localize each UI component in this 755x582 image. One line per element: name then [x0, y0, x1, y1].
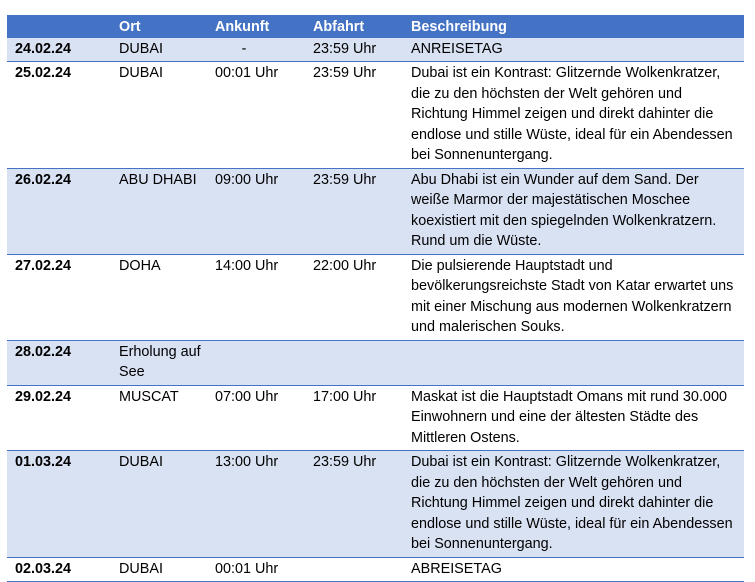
- table-row: [7, 385, 744, 451]
- beschreibung-cell: Maskat ist die Hauptstadt Omans mit rund 30.000 Einwohnern und eine der ältesten Städte des Mittleren Ostens.: [411, 385, 744, 451]
- ort-cell: DOHA: [119, 254, 215, 340]
- beschreibung-cell: [411, 340, 744, 385]
- header-row: [7, 15, 744, 38]
- beschreibung-cell: ABREISETAG: [411, 557, 744, 582]
- ort-cell: MUSCAT: [119, 385, 215, 451]
- beschreibung-cell: Die pulsierende Hauptstadt und bevölkerungsreichste Stadt von Katar erwartet uns mit einer Mischung aus modernen Wolkenkratzern und malerischen Souks.: [411, 254, 744, 340]
- beschreibung-cell: ANREISETAG: [411, 38, 744, 62]
- abfahrt-cell: [313, 557, 411, 582]
- header-date: [7, 15, 119, 38]
- table-row: [7, 62, 744, 169]
- ort-cell: DUBAI: [119, 557, 215, 582]
- ort-cell: DUBAI: [119, 451, 215, 558]
- table-row: [7, 168, 744, 254]
- table-row: [7, 38, 744, 62]
- date-cell: 02.03.24: [7, 557, 119, 582]
- date-cell: 01.03.24: [7, 451, 119, 558]
- abfahrt-cell: [313, 340, 411, 385]
- header-beschreibung: Beschreibung: [411, 15, 744, 38]
- ankunft-cell: 13:00 Uhr: [215, 451, 313, 558]
- ort-cell: DUBAI: [119, 38, 215, 62]
- ankunft-cell: [215, 340, 313, 385]
- date-cell: 25.02.24: [7, 62, 119, 169]
- table-row: [7, 451, 744, 558]
- abfahrt-cell: 23:59 Uhr: [313, 38, 411, 62]
- table-row: [7, 557, 744, 582]
- ort-cell: ABU DHABI: [119, 168, 215, 254]
- date-cell: 28.02.24: [7, 340, 119, 385]
- ankunft-cell: 14:00 Uhr: [215, 254, 313, 340]
- abfahrt-cell: 23:59 Uhr: [313, 451, 411, 558]
- abfahrt-cell: 17:00 Uhr: [313, 385, 411, 451]
- ort-cell: DUBAI: [119, 62, 215, 169]
- ankunft-cell: -: [215, 38, 313, 62]
- abfahrt-cell: 23:59 Uhr: [313, 62, 411, 169]
- itinerary-table: [7, 15, 744, 582]
- ankunft-cell: 07:00 Uhr: [215, 385, 313, 451]
- ankunft-cell: 00:01 Uhr: [215, 557, 313, 582]
- beschreibung-cell: Dubai ist ein Kontrast: Glitzernde Wolkenkratzer, die zu den höchsten der Welt gehören und Richtung Himmel zeigen und direkt dahinter die endlose und stille Wüste, ideal für ein Abendessen bei Sonnenuntergang.: [411, 62, 744, 169]
- header-ort: Ort: [119, 15, 215, 38]
- beschreibung-cell: Abu Dhabi ist ein Wunder auf dem Sand. Der weiße Marmor der majestätischen Moschee koexistiert mit den spiegelnden Wolkenkratzern. Rund um die Wüste.: [411, 168, 744, 254]
- date-cell: 27.02.24: [7, 254, 119, 340]
- date-cell: 26.02.24: [7, 168, 119, 254]
- abfahrt-cell: 23:59 Uhr: [313, 168, 411, 254]
- beschreibung-cell: Dubai ist ein Kontrast: Glitzernde Wolkenkratzer, die zu den höchsten der Welt gehören und Richtung Himmel zeigen und direkt dahinter die endlose und stille Wüste, ideal für ein Abendessen bei Sonnenuntergang.: [411, 451, 744, 558]
- ankunft-cell: 00:01 Uhr: [215, 62, 313, 169]
- abfahrt-cell: 22:00 Uhr: [313, 254, 411, 340]
- ort-cell: Erholung auf See: [119, 340, 215, 385]
- date-cell: 29.02.24: [7, 385, 119, 451]
- table-row: [7, 254, 744, 340]
- header-abfahrt: Abfahrt: [313, 15, 411, 38]
- header-ankunft: Ankunft: [215, 15, 313, 38]
- table-row: [7, 340, 744, 385]
- date-cell: 24.02.24: [7, 38, 119, 62]
- ankunft-cell: 09:00 Uhr: [215, 168, 313, 254]
